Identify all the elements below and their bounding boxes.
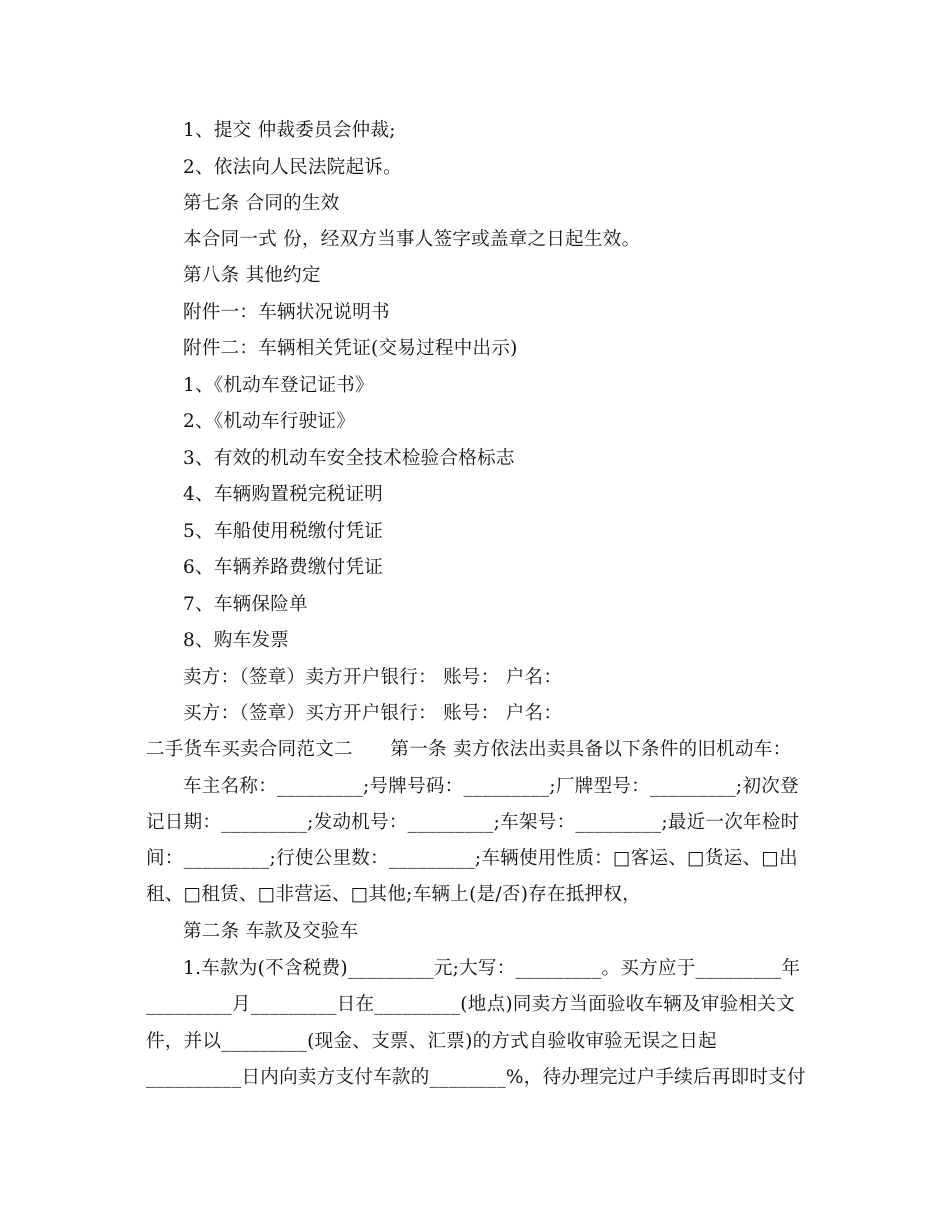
- attachment-1: 附件一：车辆状况说明书: [183, 302, 390, 323]
- vehicle-info-line-3: 间：_________;行使公里数：_________;车辆使用性质：□客运、□货运、□出: [146, 848, 798, 869]
- voucher-item-4: 4、车辆购置税完税证明: [183, 484, 384, 505]
- arbitration-item-2: 2、依法向人民法院起诉。: [183, 157, 402, 178]
- payment-line-3: 件，并以_________(现金、支票、汇票)的方式自验收审验无误之日起: [146, 1031, 717, 1052]
- vehicle-info-line-1: 车主名称：_________;号牌号码：_________;厂牌型号：_________;初次登: [183, 776, 799, 797]
- voucher-item-5: 5、车船使用税缴付凭证: [183, 521, 384, 542]
- article-7-body: 本合同一式 份，经双方当事人签字或盖章之日起生效。: [183, 229, 641, 250]
- vehicle-info-line-4: 租、□租赁、□非营运、□其他;车辆上(是/否)存在抵押权，: [146, 884, 642, 905]
- voucher-item-3: 3、有效的机动车安全技术检验合格标志: [183, 448, 515, 469]
- voucher-item-7: 7、车辆保险单: [183, 594, 308, 615]
- vehicle-info-line-2: 记日期：_________;发动机号：_________;车架号：_________;最近一次年检时: [146, 812, 800, 833]
- payment-line-1: 1.车款为(不含税费)_________元;大写：_________。买方应于_________年: [183, 958, 801, 979]
- voucher-item-8: 8、购车发票: [183, 630, 290, 651]
- article-2-heading: 第二条 车款及交验车: [183, 921, 359, 942]
- voucher-item-2: 2、《机动车行驶证》: [183, 411, 356, 432]
- voucher-item-1: 1、《机动车登记证书》: [183, 375, 374, 396]
- attachment-2: 附件二：车辆相关凭证(交易过程中出示): [183, 338, 518, 359]
- payment-line-4: __________日内向卖方支付车款的________%，待办理完过户手续后再即时支付: [146, 1067, 806, 1088]
- voucher-item-6: 6、车辆养路费缴付凭证: [183, 557, 384, 578]
- template-2-title-article-1: 二手货车买卖合同范文二 第一条 卖方依法出卖具备以下条件的旧机动车：: [146, 739, 792, 760]
- seller-signature-line: 卖方：（签章）卖方开户银行： 账号： 户名：: [183, 667, 563, 688]
- article-8-heading: 第八条 其他约定: [183, 265, 321, 286]
- buyer-signature-line: 买方：（签章）买方开户银行： 账号： 户名：: [183, 703, 563, 724]
- payment-line-2: _________月_________日在_________(地点)同卖方当面验收车辆及审验相关文: [146, 994, 795, 1015]
- arbitration-item-1: 1、提交 仲裁委员会仲裁;: [183, 120, 396, 141]
- article-7-heading: 第七条 合同的生效: [183, 193, 340, 214]
